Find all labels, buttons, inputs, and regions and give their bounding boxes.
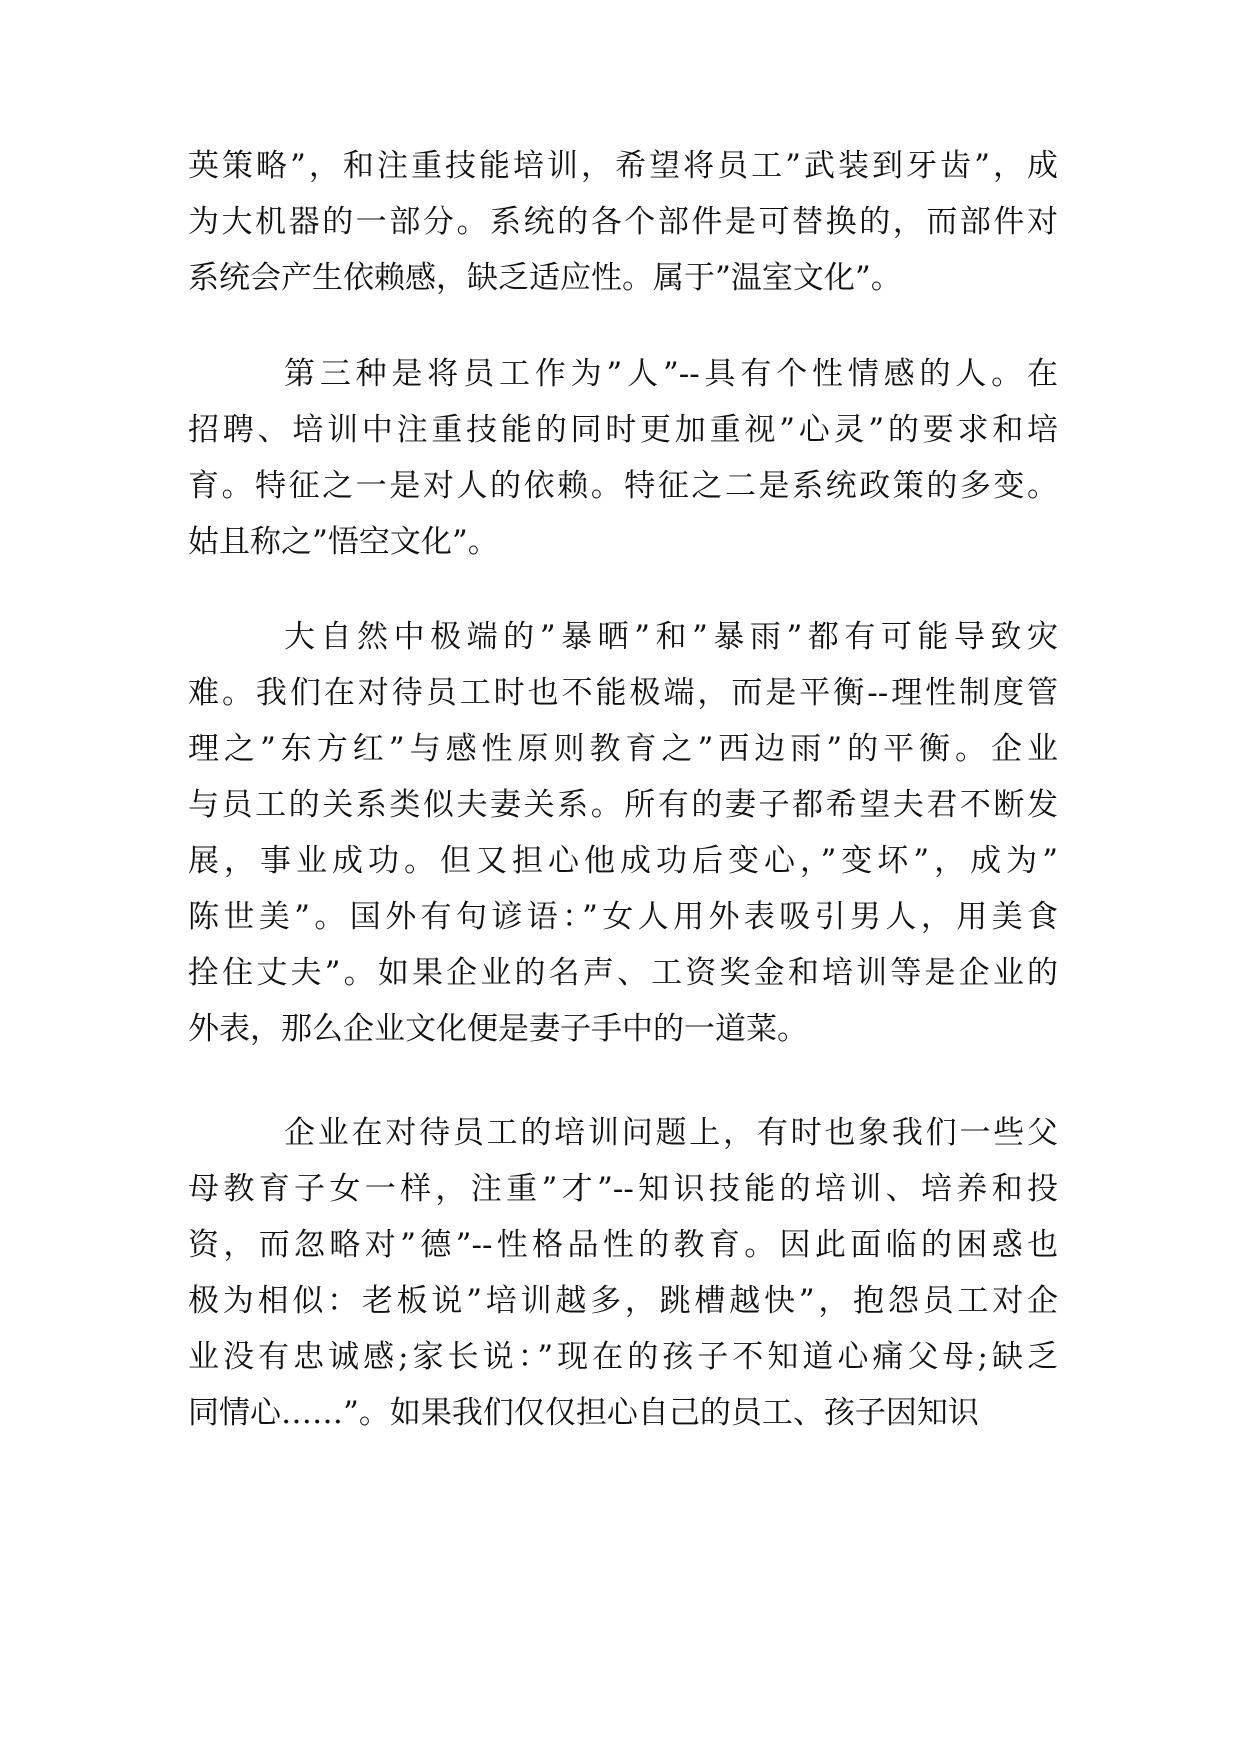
paragraph-4	[188, 1105, 1058, 1441]
paragraph-line: 大自然中极端的”暴晒”和”暴雨”都有可能导致灾	[284, 619, 1058, 655]
paragraph-line: 系统会产生依赖感，缺乏适应性。属于”温室文化”。	[188, 260, 902, 296]
paragraph-line: 难。我们在对待员工时也不能极端，而是平衡--理性制度管	[188, 675, 1058, 711]
paragraph-line: 外表，那么企业文化便是妻子手中的一道菜。	[188, 1011, 808, 1047]
paragraph-line: 英策略”，和注重技能培训，希望将员工”武装到牙齿”，成	[188, 148, 1058, 184]
paragraph-line: 同情心……”。如果我们仅仅担心自己的员工、孩子因知识	[188, 1395, 979, 1431]
paragraph-line: 姑且称之”悟空文化”。	[188, 524, 499, 560]
paragraph-line: 招聘、培训中注重技能的同时更加重视”心灵”的要求和培	[188, 412, 1058, 448]
paragraph-line: 第三种是将员工作为”人”--具有个性情感的人。在	[284, 356, 1058, 392]
paragraph-line: 企业在对待员工的培训问题上，有时也象我们一些父	[284, 1115, 1058, 1151]
paragraph-2	[188, 346, 1058, 570]
paragraph-1	[188, 138, 1058, 306]
paragraph-line: 陈世美”。国外有句谚语：”女人用外表吸引男人，用美食	[188, 899, 1058, 935]
paragraph-line: 与员工的关系类似夫妻关系。所有的妻子都希望夫君不断发	[188, 787, 1058, 823]
paragraph-line: 展，事业成功。但又担心他成功后变心，”变坏”，成为”	[188, 843, 1058, 879]
paragraph-line: 理之”东方红”与感性原则教育之”西边雨”的平衡。企业	[188, 731, 1058, 767]
paragraph-line: 业没有忠诚感;家长说：”现在的孩子不知道心痛父母;缺乏	[188, 1339, 1058, 1375]
paragraph-line: 为大机器的一部分。系统的各个部件是可替换的，而部件对	[188, 204, 1058, 240]
paragraph-3	[188, 609, 1058, 1057]
paragraph-line: 拴住丈夫”。如果企业的名声、工资奖金和培训等是企业的	[188, 955, 1058, 991]
paragraph-line: 资，而忽略对”德”--性格品性的教育。因此面临的困惑也	[188, 1227, 1058, 1263]
paragraph-line: 极为相似：老板说”培训越多，跳槽越快”，抱怨员工对企	[188, 1283, 1058, 1319]
paragraph-line: 母教育子女一样，注重”才”--知识技能的培训、培养和投	[188, 1171, 1058, 1207]
paragraph-line: 育。特征之一是对人的依赖。特征之二是系统政策的多变。	[188, 468, 1058, 504]
